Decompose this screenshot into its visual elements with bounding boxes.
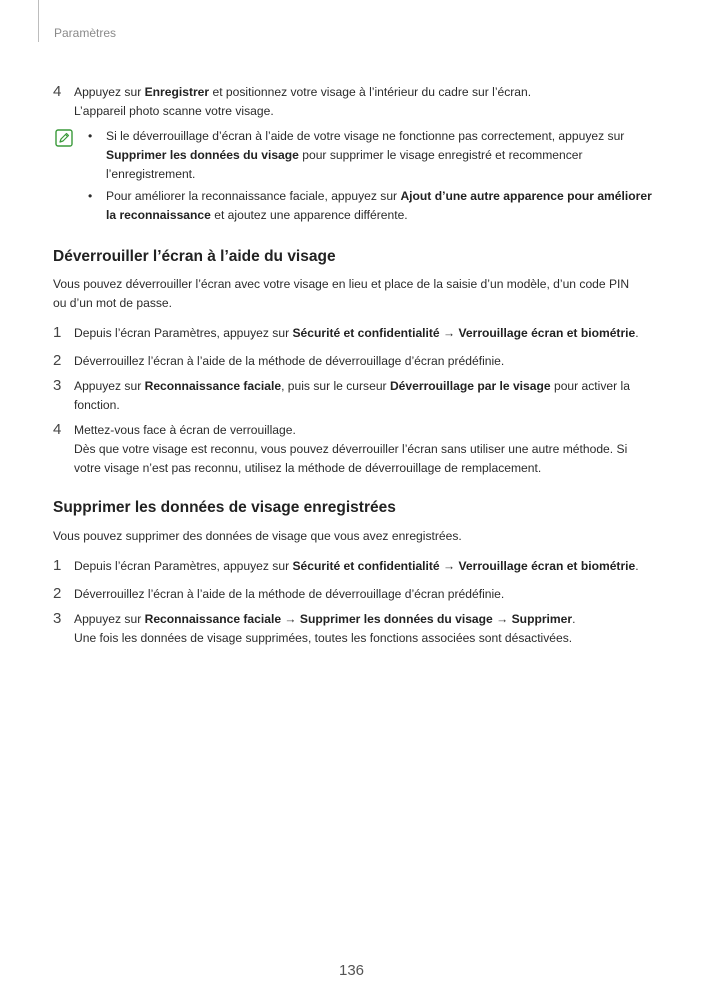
note-item: • Si le déverrouillage d’écran à l’aide de votre visage ne fonctionne pas correctement, appuyez sur Supprimer les données du visage pour supprimer le visage enregistré et recommencer l’enregistrement.: [88, 129, 625, 181]
ui-term: Supprimer les données du visage: [106, 148, 299, 162]
section-intro: Vous pouvez déverrouiller l’écran avec votre visage en lieu et place de la saisie d’un modèle, d’un code PIN ou d’un mot de passe.: [53, 277, 630, 310]
step-text: Depuis l’écran Paramètres, appuyez sur Sécurité et confidentialité → Verrouillage écran et biométrie.: [74, 326, 639, 340]
step-text: Déverrouillez l’écran à l’aide de la méthode de déverrouillage d’écran prédéfinie.: [74, 354, 505, 368]
step-4-enroll: [53, 83, 653, 121]
ui-term: Enregistrer: [144, 85, 210, 99]
ui-term: Supprimer les données du visage: [299, 612, 493, 626]
page-number: 136: [338, 962, 365, 979]
step-text: Appuyez sur Enregistrer et positionnez votre visage à l’intérieur du cadre sur l’écran.: [74, 85, 532, 99]
delete-step-1: [53, 557, 653, 576]
step-text: Mettez-vous face à écran de verrouillage.: [74, 423, 296, 437]
unlock-step-1: [53, 324, 653, 343]
ui-term: Reconnaissance faciale: [144, 612, 282, 626]
step-subtext: Une fois les données de visage supprimées, toutes les fonctions associées sont désactivées.: [74, 631, 573, 645]
section-title-unlock: Déverrouiller l’écran à l’aide du visage: [53, 248, 336, 265]
step-subtext: Dès que votre visage est reconnu, vous pouvez déverrouiller l’écran sans utiliser une autre méthode. Si votre visage n’est pas reconnu, utilisez la méthode de déverrouillage de remplacement.: [74, 442, 628, 475]
ui-term: Ajout d’une autre apparence pour améliorer la reconnaissance: [106, 189, 652, 222]
ui-term: Déverrouillage par le visage: [389, 379, 551, 393]
step-number: 1: [53, 557, 62, 574]
unlock-step-4: [53, 421, 653, 478]
ui-term: Supprimer: [511, 612, 573, 626]
ui-term: Reconnaissance faciale: [144, 379, 282, 393]
step-number: 4: [53, 83, 62, 100]
ui-term: Verrouillage écran et biométrie: [458, 326, 636, 340]
note-block: [55, 127, 655, 228]
step-number: 4: [53, 421, 62, 438]
step-number: 3: [53, 377, 62, 394]
delete-step-3: [53, 610, 653, 648]
delete-step-2: [53, 585, 653, 604]
section-intro: Vous pouvez supprimer des données de visage que vous avez enregistrées.: [53, 529, 462, 543]
step-number: 3: [53, 610, 62, 627]
step-number: 2: [53, 352, 62, 369]
page-header-title: Paramètres: [54, 26, 117, 40]
ui-term: Sécurité et confidentialité: [292, 559, 440, 573]
step-subtext: L’appareil photo scanne votre visage.: [74, 104, 274, 118]
ui-term: Verrouillage écran et biométrie: [458, 559, 636, 573]
unlock-step-3: [53, 377, 653, 415]
step-text: Appuyez sur Reconnaissance faciale → Supprimer les données du visage → Supprimer.: [74, 612, 576, 626]
step-text: Déverrouillez l’écran à l’aide de la méthode de déverrouillage d’écran prédéfinie.: [74, 587, 505, 601]
note-item: • Pour améliorer la reconnaissance faciale, appuyez sur Ajout d’une autre apparence pour améliorer la reconnaissance et ajoutez une apparence différente.: [88, 189, 652, 222]
step-text: Depuis l’écran Paramètres, appuyez sur Sécurité et confidentialité → Verrouillage écran et biométrie.: [74, 559, 639, 573]
step-text: Appuyez sur Reconnaissance faciale, puis sur le curseur Déverrouillage par le visage pour activer la fonction.: [74, 379, 630, 412]
note-icon: [55, 129, 73, 147]
step-number: 1: [53, 324, 62, 341]
step-number: 2: [53, 585, 62, 602]
section-title-delete: Supprimer les données de visage enregistrées: [53, 499, 396, 516]
header-divider: [38, 0, 39, 42]
unlock-step-2: [53, 352, 653, 371]
ui-term: Sécurité et confidentialité: [292, 326, 440, 340]
